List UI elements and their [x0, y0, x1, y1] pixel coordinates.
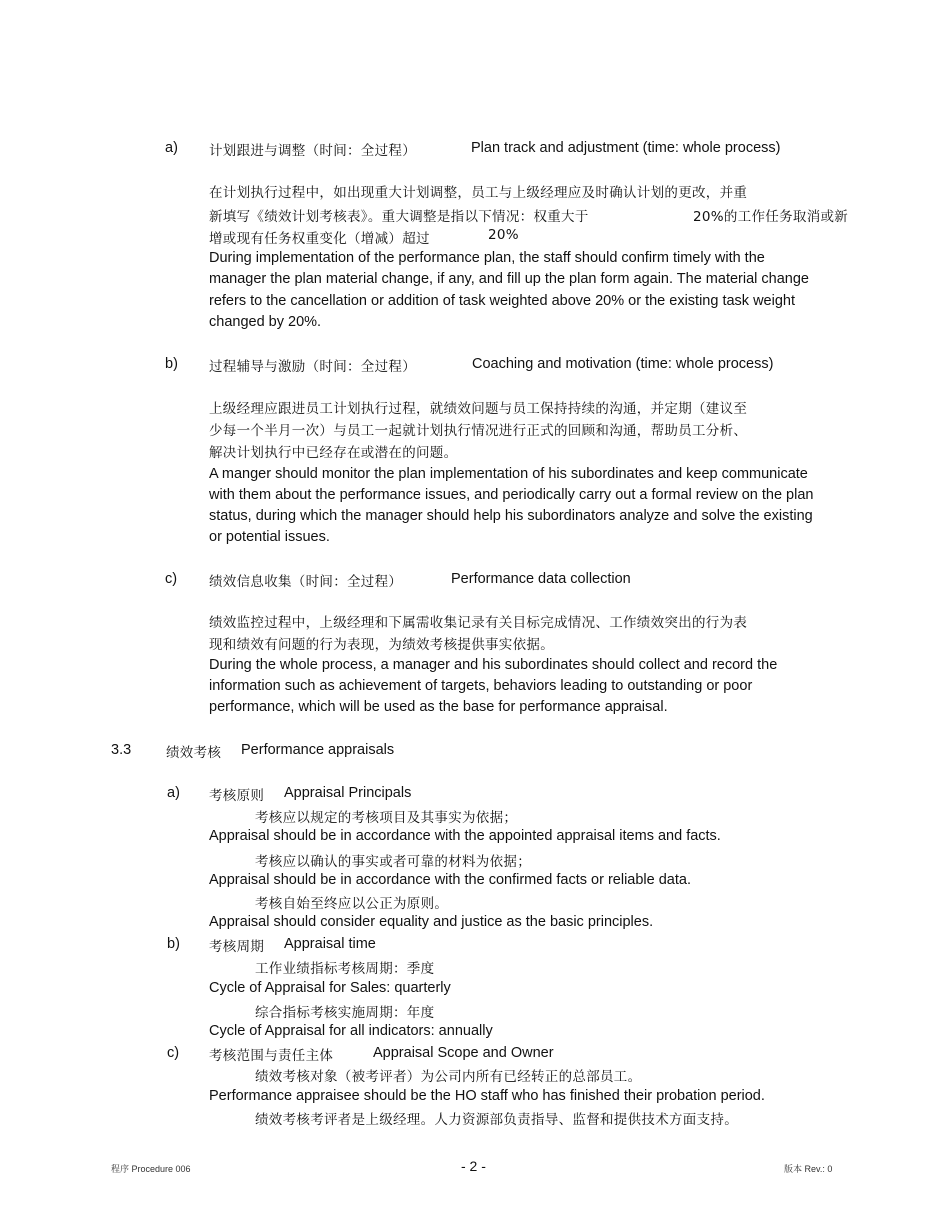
section-c-zh-line: 绩效监控过程中，上级经理和下属需收集记录有关目标完成情况、工作绩效突出的行为表	[209, 615, 748, 631]
appraisal-b-item-zh: 工作业绩指标考核周期：季度	[255, 961, 435, 977]
section-c-en-line: information such as achievement of targets, behaviors leading to outstanding or poor	[209, 678, 753, 694]
appraisal-c-item-zh: 绩效考核考评者是上级经理。人力资源部负责指导、监督和提供技术方面支持。	[255, 1112, 738, 1128]
appraisal-b-label: b)	[167, 936, 180, 952]
appraisal-b-title-en: Appraisal time	[284, 936, 376, 952]
section-a-title-zh: 计划跟进与调整（时间：全过程）	[209, 143, 416, 159]
section-b-zh-line: 上级经理应跟进员工计划执行过程，就绩效问题与员工保持持续的沟通，并定期（建议至	[209, 401, 748, 417]
section-c-label: c)	[165, 571, 178, 587]
section-a-en-line: manager the plan material change, if any, and fill up the plan form again. The material change	[209, 271, 809, 287]
section-b-zh-line: 解决计划执行中已经存在或潜在的问题。	[209, 445, 458, 461]
appraisal-a-item-en: Appraisal should be in accordance with the confirmed facts or reliable data.	[209, 872, 691, 888]
section-c-title-en: Performance data collection	[451, 571, 631, 587]
section-a-zh-line: 在计划执行过程中，如出现重大计划调整，员工与上级经理应及时确认计划的更改，并重	[209, 185, 748, 201]
appraisal-a-item-en: Appraisal should consider equality and justice as the basic principles.	[209, 914, 654, 930]
section-a-zh-line: 20%	[488, 227, 519, 243]
section-a-label: a)	[165, 140, 178, 156]
appraisal-c-item-en: Performance appraisee should be the HO staff who has finished their probation period.	[209, 1088, 765, 1104]
section-b-title-en: Coaching and motivation (time: whole process)	[472, 356, 774, 372]
appraisal-b-item-zh: 综合指标考核实施周期：年度	[255, 1005, 435, 1021]
section-a-en-line: refers to the cancellation or addition of task weighted above 20% or the existing task weight	[209, 293, 795, 309]
section-a-zh-line: 新填写《绩效计划考核表》。重大调整是指以下情况：权重大于	[209, 209, 589, 225]
section-b-zh-line: 少每一个半月一次）与员工一起就计划执行情况进行正式的回顾和沟通，帮助员工分析、	[209, 423, 748, 439]
section-a-en-line: During implementation of the performance plan, the staff should confirm timely with the	[209, 250, 765, 266]
appraisal-b-title-zh: 考核周期	[209, 939, 265, 955]
heading-title-zh: 绩效考核	[166, 745, 222, 761]
section-a-en-line: changed by 20%.	[209, 314, 322, 330]
heading-title-en: Performance appraisals	[241, 742, 395, 758]
section-b-en-line: or potential issues.	[209, 529, 330, 545]
appraisal-c-title-zh: 考核范围与责任主体	[209, 1048, 334, 1064]
appraisal-a-item-zh: 考核自始至终应以公正为原则。	[255, 896, 449, 912]
section-a-title-en: Plan track and adjustment (time: whole process)	[471, 140, 781, 156]
section-b-title-zh: 过程辅导与激励（时间：全过程）	[209, 359, 416, 375]
appraisal-c-label: c)	[167, 1045, 180, 1061]
appraisal-b-item-en: Cycle of Appraisal for Sales: quarterly	[209, 980, 451, 996]
page-number: - 2 -	[461, 1158, 486, 1174]
section-b-label: b)	[165, 356, 178, 372]
section-b-en-line: status, during which the manager should help his subordinators analyze and solve the existing	[209, 508, 813, 524]
appraisal-c-title-en: Appraisal Scope and Owner	[373, 1045, 554, 1061]
section-a-zh-line: 20%的工作任务取消或新	[693, 209, 849, 225]
section-b-en-line: A manger should monitor the plan implementation of his subordinates and keep communicate	[209, 466, 808, 482]
footer-procedure: 程序 Procedure 006	[111, 1164, 191, 1174]
appraisal-a-title-en: Appraisal Principals	[284, 785, 412, 801]
footer-revision: 版本 Rev.: 0	[784, 1164, 833, 1174]
section-c-zh-line: 现和绩效有问题的行为表现，为绩效考核提供事实依据。	[209, 637, 554, 653]
section-c-title-zh: 绩效信息收集（时间：全过程）	[209, 574, 403, 590]
appraisal-c-item-zh: 绩效考核对象（被考评者）为公司内所有已经转正的总部员工。	[255, 1069, 642, 1085]
appraisal-a-item-zh: 考核应以规定的考核项目及其事实为依据；	[255, 810, 518, 826]
heading-number: 3.3	[111, 742, 132, 758]
appraisal-a-item-en: Appraisal should be in accordance with the appointed appraisal items and facts.	[209, 828, 721, 844]
appraisal-a-title-zh: 考核原则	[209, 788, 265, 804]
appraisal-b-item-en: Cycle of Appraisal for all indicators: annually	[209, 1023, 493, 1039]
section-b-en-line: with them about the performance issues, and periodically carry out a formal review on the plan	[209, 487, 814, 503]
section-c-en-line: During the whole process, a manager and his subordinates should collect and record the	[209, 657, 778, 673]
section-a-zh-line: 增或现有任务权重变化（增减）超过	[209, 231, 430, 247]
appraisal-a-item-zh: 考核应以确认的事实或者可靠的材料为依据；	[255, 854, 531, 870]
section-c-en-line: performance, which will be used as the base for performance appraisal.	[209, 699, 668, 715]
appraisal-a-label: a)	[167, 785, 180, 801]
